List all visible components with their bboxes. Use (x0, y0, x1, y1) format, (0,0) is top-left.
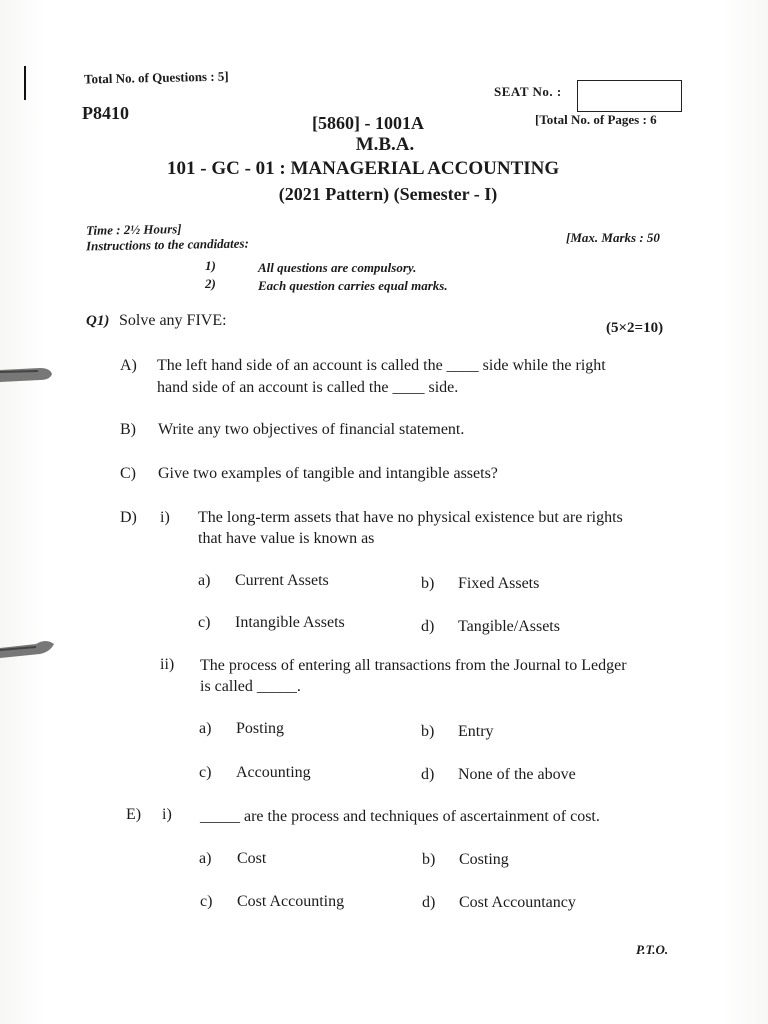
page-turn-note: P.T.O. (636, 942, 669, 957)
binder-clip-icon (0, 634, 60, 668)
seat-label: SEAT No. : (494, 84, 562, 99)
subquestion-label: D) (120, 509, 137, 526)
option-text: Intangible Assets (235, 614, 345, 631)
question-text: Solve any FIVE: (119, 312, 227, 329)
part-text: is called _____. (200, 678, 301, 695)
option-text: Cost Accountancy (459, 894, 576, 911)
total-questions: Total No. of Questions : 5] (83, 68, 229, 87)
degree-title: M.B.A. (355, 134, 415, 155)
question-number: Q1) (86, 313, 110, 329)
option-label: a) (199, 850, 212, 867)
option-text: Fixed Assets (458, 575, 540, 592)
paper-code: P8410 (82, 103, 129, 123)
instruction-number: 2) (205, 276, 216, 291)
option-label: c) (198, 614, 211, 631)
instruction-text: All questions are compulsory. (258, 260, 417, 275)
option-label: c) (199, 764, 212, 781)
seat-number-box[interactable] (577, 80, 682, 112)
instruction-number: 1) (205, 258, 216, 273)
option-label: d) (421, 618, 435, 635)
option-label: d) (421, 766, 435, 783)
option-text: Cost (237, 850, 267, 867)
subquestion-label: C) (120, 465, 136, 482)
option-label: b) (421, 723, 435, 740)
option-text: None of the above (458, 766, 576, 783)
option-text: Posting (236, 720, 285, 737)
subquestion-text: Give two examples of tangible and intangible assets? (158, 465, 498, 482)
question-marks: (5×2=10) (606, 320, 664, 336)
option-label: b) (421, 575, 435, 592)
instructions-title: Instructions to the candidates: (85, 235, 250, 254)
subquestion-label: E) (126, 806, 142, 823)
part-label: i) (162, 806, 172, 823)
option-label: a) (198, 572, 211, 589)
part-text: The process of entering all transactions from the Journal to Ledger (200, 657, 627, 674)
option-text: Tangible/Assets (458, 618, 560, 635)
option-text: Entry (458, 723, 494, 740)
pattern-title: (2021 Pattern) (Semester - I) (278, 184, 498, 204)
exam-code: [5860] - 1001A (312, 113, 424, 133)
margin-mark (24, 66, 26, 100)
subquestion-text: The left hand side of an account is called the ____ side while the right (157, 357, 606, 374)
instruction-text: Each question carries equal marks. (258, 278, 448, 293)
subquestion-label: B) (120, 421, 136, 438)
option-label: a) (199, 720, 212, 737)
part-text: _____ are the process and techniques of ascertainment of cost. (200, 808, 600, 825)
option-text: Cost Accounting (237, 893, 345, 910)
part-label: ii) (160, 656, 175, 673)
option-text: Costing (459, 851, 509, 868)
part-label: i) (160, 509, 170, 526)
time-allowed: Time : 2½ Hours] (85, 221, 182, 238)
option-label: c) (200, 893, 213, 910)
binder-clip-icon (0, 360, 60, 390)
option-label: d) (422, 894, 436, 911)
subject-title: 101 - GC - 01 : MANAGERIAL ACCOUNTING (167, 158, 560, 179)
subquestion-text: hand side of an account is called the ____ side. (157, 379, 459, 396)
option-text: Current Assets (235, 572, 329, 589)
subquestion-label: A) (120, 357, 137, 374)
total-pages: [Total No. of Pages : 6 (535, 112, 657, 127)
subquestion-text: Write any two objectives of financial statement. (158, 421, 465, 438)
max-marks: [Max. Marks : 50 (566, 230, 660, 245)
part-text: that have value is known as (198, 530, 375, 547)
part-text: The long-term assets that have no physical existence but are rights (198, 509, 623, 526)
option-text: Accounting (236, 764, 311, 781)
option-label: b) (422, 851, 436, 868)
